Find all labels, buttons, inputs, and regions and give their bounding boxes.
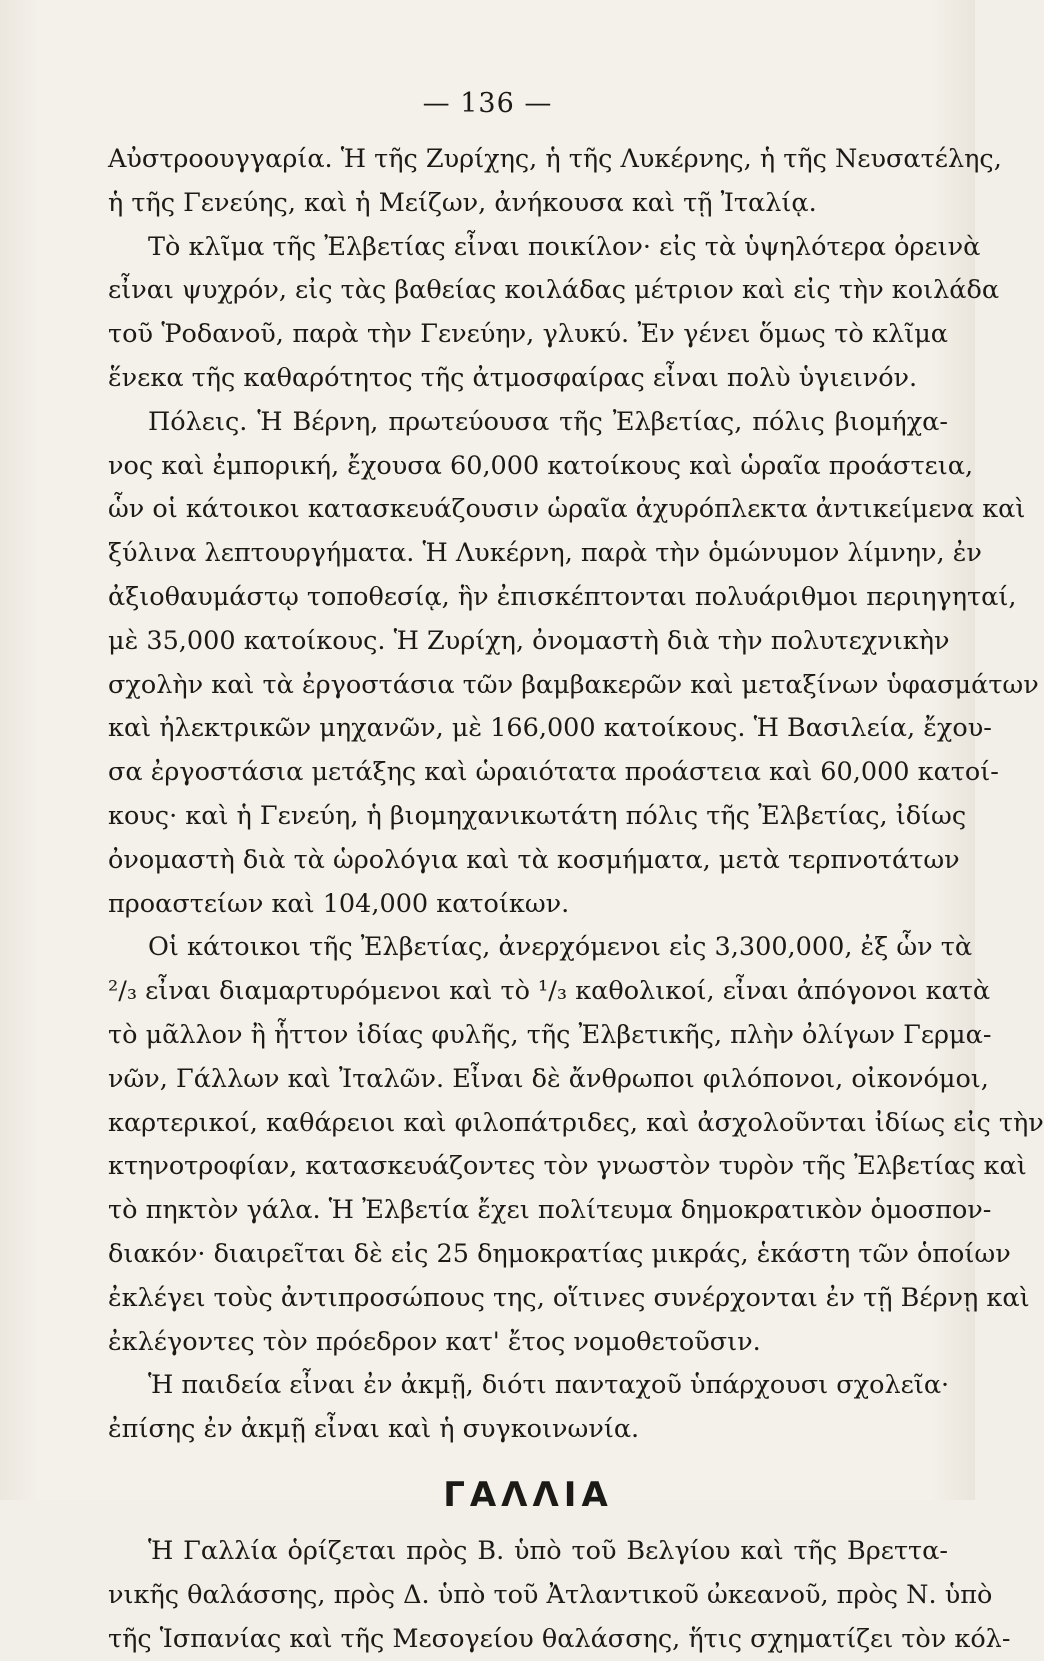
paragraph-education (108, 1364, 948, 1452)
text-line: Τὸ κλῖμα τῆς Ἐλβετίας εἶναι ποικίλον· εἰς τὰ ὑψηλότερα ὀρεινὰ (108, 226, 948, 270)
text-line: τοῦ Ῥοδανοῦ, παρὰ τὴν Γενεύην, γλυκύ. Ἐν γένει ὅμως τὸ κλῖμα (108, 313, 948, 357)
text-line: διακόν· διαιρεῖται δὲ εἰς 25 δημοκρατίας μικράς, ἑκάστη τῶν ὁποίων (108, 1233, 948, 1277)
page-body (108, 138, 948, 1661)
text-line: ἐπίσης ἐν ἀκμῇ εἶναι καὶ ἡ συγκοινωνία. (108, 1408, 948, 1452)
text-line: ἕνεκα τῆς καθαρότητος τῆς ἀτμοσφαίρας εἶναι πολὺ ὑγιεινόν. (108, 357, 948, 401)
text-line: κτηνοτροφίαν, κατασκευάζοντες τὸν γνωστὸν τυρὸν τῆς Ἐλβετίας καὶ (108, 1145, 948, 1189)
text-line: Αὐστροουγγαρία. Ἡ τῆς Ζυρίχης, ἡ τῆς Λυκέρνης, ἡ τῆς Νευσατέλης, (108, 138, 948, 182)
text-line: Πόλεις. Ἡ Βέρνη, πρωτεύουσα τῆς Ἐλβετίας, πόλις βιομήχα- (108, 401, 948, 445)
text-line: ὀνομαστὴ διὰ τὰ ὡρολόγια καὶ τὰ κοσμήματα, μετὰ τερπνοτάτων (108, 839, 948, 883)
paragraph-climate (108, 226, 948, 401)
text-line: τὸ πηκτὸν γάλα. Ἡ Ἐλβετία ἔχει πολίτευμα δημοκρατικὸν ὁμοσπον- (108, 1189, 948, 1233)
text-line: σα ἐργοστάσια μετάξης καὶ ὡραιότατα προάστεια καὶ 60,000 κατοί- (108, 751, 948, 795)
text-line: σχολὴν καὶ τὰ ἐργοστάσια τῶν βαμβακερῶν καὶ μεταξίνων ὑφασμάτων (108, 664, 948, 708)
text-line: τῆς Ἱσπανίας καὶ τῆς Μεσογείου θαλάσσης, ἥτις σχηματίζει τὸν κόλ- (108, 1618, 948, 1661)
text-line: καὶ ἠλεκτρικῶν μηχανῶν, μὲ 166,000 κατοίκους. Ἡ Βασιλεία, ἔχου- (108, 707, 948, 751)
text-line: ξύλινα λεπτουργήματα. Ἡ Λυκέρνη, παρὰ τὴν ὁμώνυμον λίμνην, ἐν (108, 532, 948, 576)
text-line: προαστείων καὶ 104,000 κατοίκων. (108, 883, 948, 927)
text-line: ὧν οἱ κάτοικοι κατασκευάζουσιν ὡραῖα ἀχυρόπλεκτα ἀντικείμενα καὶ (108, 488, 948, 532)
paragraph-inhabitants (108, 926, 948, 1364)
paragraph-cities (108, 401, 948, 927)
text-line: εἶναι ψυχρόν, εἰς τὰς βαθείας κοιλάδας μέτριον καὶ εἰς τὴν κοιλάδα (108, 269, 948, 313)
text-line: νος καὶ ἐμπορική, ἔχουσα 60,000 κατοίκους καὶ ὡραῖα προάστεια, (108, 445, 948, 489)
paragraph-france (108, 1530, 948, 1661)
text-line: Ἡ παιδεία εἶναι ἐν ἀκμῇ, διότι πανταχοῦ ὑπάρχουσι σχολεῖα· (108, 1364, 948, 1408)
text-line: νῶν, Γάλλων καὶ Ἰταλῶν. Εἶναι δὲ ἄνθρωποι φιλόπονοι, οἰκονόμοι, (108, 1058, 948, 1102)
text-line: ἐκλέγοντες τὸν πρόεδρον κατ' ἔτος νομοθετοῦσιν. (108, 1321, 948, 1365)
text-line: νικῆς θαλάσσης, πρὸς Δ. ὑπὸ τοῦ Ἀτλαντικοῦ ὠκεανοῦ, πρὸς Ν. ὑπὸ (108, 1574, 948, 1618)
text-line: ²/₃ εἶναι διαμαρτυρόμενοι καὶ τὸ ¹/₃ καθολικοί, εἶναι ἀπόγονοι κατὰ (108, 970, 948, 1014)
text-line: ἀξιοθαυμάστῳ τοποθεσίᾳ, ἣν ἐπισκέπτονται πολυάριθμοι περιηγηταί, (108, 576, 948, 620)
section-heading: ΓΑΛΛΙΑ (108, 1460, 948, 1530)
page-number: — 136 — (0, 88, 975, 119)
text-line: Οἱ κάτοικοι τῆς Ἐλβετίας, ἀνερχόμενοι εἰς 3,300,000, ἐξ ὧν τὰ (108, 926, 948, 970)
text-line: ἡ τῆς Γενεύης, καὶ ἡ Μείζων, ἀνήκουσα καὶ τῇ Ἰταλίᾳ. (108, 182, 948, 226)
text-line: κους· καὶ ἡ Γενεύη, ἡ βιομηχανικωτάτη πόλις τῆς Ἐλβετίας, ἰδίως (108, 795, 948, 839)
text-line: μὲ 35,000 κατοίκους. Ἡ Ζυρίχη, ὀνομαστὴ διὰ τὴν πολυτεχνικὴν (108, 620, 948, 664)
text-line: Ἡ Γαλλία ὁρίζεται πρὸς Β. ὑπὸ τοῦ Βελγίου καὶ τῆς Βρεττα- (108, 1530, 948, 1574)
text-line: τὸ μᾶλλον ἢ ἧττον ἰδίας φυλῆς, τῆς Ἐλβετικῆς, πλὴν ὀλίγων Γερμα- (108, 1014, 948, 1058)
text-line: καρτερικοί, καθάρειοι καὶ φιλοπάτριδες, καὶ ἀσχολοῦνται ἰδίως εἰς τὴν (108, 1102, 948, 1146)
paragraph-intro (108, 138, 948, 226)
text-line: ἐκλέγει τοὺς ἀντιπροσώπους της, οἵτινες συνέρχονται ἐν τῇ Βέρνῃ καὶ (108, 1277, 948, 1321)
